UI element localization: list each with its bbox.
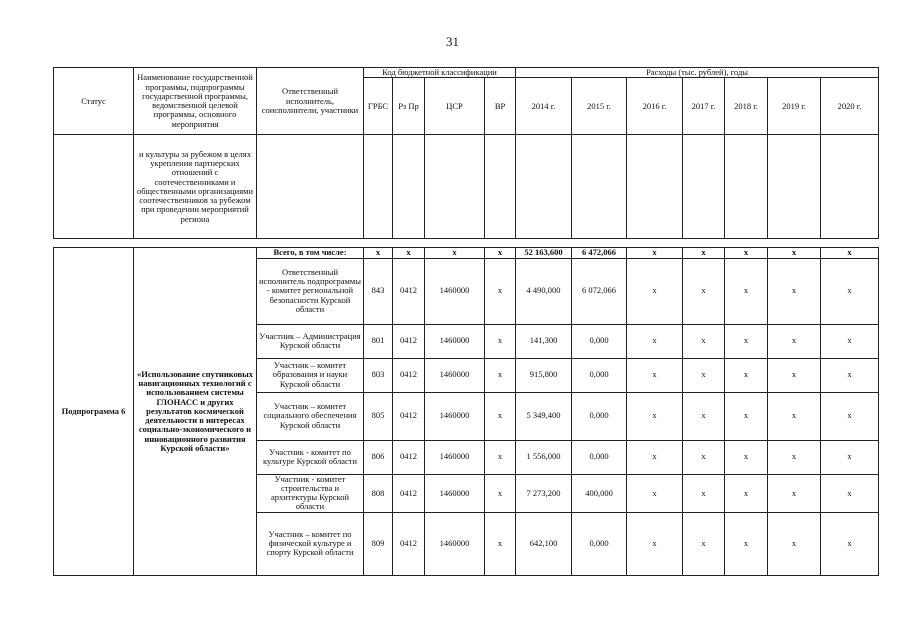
y2015-cell: 0,000 xyxy=(572,392,627,440)
header-status: Статус xyxy=(54,68,134,135)
y2014-cell: 915,800 xyxy=(516,358,572,392)
rzpr-cell: x xyxy=(393,248,425,258)
csr-cell: 1460000 xyxy=(425,512,485,575)
rzpr-cell: 0412 xyxy=(393,358,425,392)
empty-cell xyxy=(572,135,627,239)
header-grbs: ГРБС xyxy=(364,78,393,135)
csr-cell: 1460000 xyxy=(425,440,485,474)
header-executor: Ответственный исполнитель, соисполнители, участники xyxy=(257,68,364,135)
header-budget-code: Код бюджетной классификации xyxy=(364,68,516,78)
empty-cell xyxy=(54,135,134,239)
executor-cell: Участник - комитет по культуре Курской области xyxy=(257,440,364,474)
empty-cell xyxy=(393,135,425,239)
y2018-cell: x xyxy=(725,248,768,258)
y2019-cell: x xyxy=(768,474,821,512)
continuation-text: и культуры за рубежом в целях укрепления партнерских отношений с соотечественниками и общественными организациями соотечественников за рубежом при проведении мероприятий региона xyxy=(134,135,257,239)
y2014-cell: 7 273,200 xyxy=(516,474,572,512)
header-year: 2020 г. xyxy=(821,78,879,135)
y2018-cell: x xyxy=(725,512,768,575)
y2015-cell: 0,000 xyxy=(572,512,627,575)
grbs-cell: 803 xyxy=(364,358,393,392)
empty-cell xyxy=(485,135,516,239)
empty-cell xyxy=(516,135,572,239)
y2014-cell: 642,100 xyxy=(516,512,572,575)
executor-cell: Участник – Администрация Курской области xyxy=(257,324,364,358)
y2018-cell: x xyxy=(725,258,768,324)
y2019-cell: x xyxy=(768,392,821,440)
grbs-cell: 843 xyxy=(364,258,393,324)
y2020-cell: x xyxy=(821,512,879,575)
y2015-cell: 0,000 xyxy=(572,358,627,392)
csr-cell: 1460000 xyxy=(425,258,485,324)
y2016-cell: x xyxy=(627,440,683,474)
header-vr: ВР xyxy=(485,78,516,135)
y2015-cell: 0,000 xyxy=(572,440,627,474)
csr-cell: x xyxy=(425,248,485,258)
csr-cell: 1460000 xyxy=(425,324,485,358)
y2014-cell: 1 556,000 xyxy=(516,440,572,474)
y2015-cell: 400,000 xyxy=(572,474,627,512)
vr-cell: x xyxy=(485,258,516,324)
vr-cell: x xyxy=(485,512,516,575)
header-year: 2015 г. xyxy=(572,78,627,135)
header-year: 2018 г. xyxy=(725,78,768,135)
rzpr-cell: 0412 xyxy=(393,440,425,474)
executor-cell: Участник – комитет социального обеспечения Курской области xyxy=(257,392,364,440)
y2015-cell: 6 072,066 xyxy=(572,258,627,324)
grbs-cell: 805 xyxy=(364,392,393,440)
vr-cell: x xyxy=(485,474,516,512)
y2020-cell: x xyxy=(821,392,879,440)
page-number: 31 xyxy=(446,34,459,49)
y2016-cell: x xyxy=(627,512,683,575)
header-rzpr: Рз Пр xyxy=(393,78,425,135)
executor-cell: Участник - комитет строительства и архитектуры Курской области xyxy=(257,474,364,512)
rzpr-cell: 0412 xyxy=(393,512,425,575)
grbs-cell: x xyxy=(364,248,393,258)
y2019-cell: x xyxy=(768,440,821,474)
y2017-cell: x xyxy=(683,358,725,392)
y2014-cell: 52 163,600 xyxy=(516,248,572,258)
y2016-cell: x xyxy=(627,248,683,258)
y2017-cell: x xyxy=(683,324,725,358)
y2015-cell: 6 472,066 xyxy=(572,248,627,258)
empty-cell xyxy=(257,135,364,239)
y2016-cell: x xyxy=(627,258,683,324)
empty-cell xyxy=(683,135,725,239)
y2018-cell: x xyxy=(725,392,768,440)
empty-cell xyxy=(425,135,485,239)
rzpr-cell: 0412 xyxy=(393,392,425,440)
y2019-cell: x xyxy=(768,324,821,358)
empty-cell xyxy=(768,135,821,239)
y2017-cell: x xyxy=(683,392,725,440)
empty-cell xyxy=(627,135,683,239)
y2014-cell: 4 490,000 xyxy=(516,258,572,324)
y2017-cell: x xyxy=(683,440,725,474)
empty-cell xyxy=(364,135,393,239)
y2014-cell: 5 349,400 xyxy=(516,392,572,440)
subprogram-name: «Использование спутниковых навигационных технологий с использованием системы ГЛОНАСС и других результатов космической деятельности в интересах социально-экономического и инновационного развития Курской области» xyxy=(134,248,257,575)
executor-cell: Участник – комитет по физической культуре и спорту Курской области xyxy=(257,512,364,575)
y2017-cell: x xyxy=(683,248,725,258)
table-row xyxy=(54,248,879,258)
header-expenses: Расходы (тыс. рублей), годы xyxy=(516,68,879,78)
y2019-cell: x xyxy=(768,248,821,258)
y2020-cell: x xyxy=(821,474,879,512)
rzpr-cell: 0412 xyxy=(393,324,425,358)
y2020-cell: x xyxy=(821,358,879,392)
y2020-cell: x xyxy=(821,440,879,474)
y2019-cell: x xyxy=(768,512,821,575)
y2017-cell: x xyxy=(683,512,725,575)
y2016-cell: x xyxy=(627,392,683,440)
y2018-cell: x xyxy=(725,324,768,358)
header-csr: ЦСР xyxy=(425,78,485,135)
y2019-cell: x xyxy=(768,258,821,324)
y2018-cell: x xyxy=(725,440,768,474)
empty-cell xyxy=(725,135,768,239)
executor-cell: Всего, в том числе: xyxy=(257,248,364,258)
y2019-cell: x xyxy=(768,358,821,392)
vr-cell: x xyxy=(485,248,516,258)
header-year: 2019 г. xyxy=(768,78,821,135)
executor-cell: Ответственный исполнитель подпрограммы - комитет региональной безопасности Курской области xyxy=(257,258,364,324)
header-year: 2016 г. xyxy=(627,78,683,135)
y2014-cell: 141,300 xyxy=(516,324,572,358)
y2020-cell: x xyxy=(821,324,879,358)
vr-cell: x xyxy=(485,324,516,358)
grbs-cell: 808 xyxy=(364,474,393,512)
y2020-cell: x xyxy=(821,248,879,258)
csr-cell: 1460000 xyxy=(425,358,485,392)
y2017-cell: x xyxy=(683,258,725,324)
y2016-cell: x xyxy=(627,358,683,392)
subprogram-status: Подпрограмма 6 xyxy=(54,248,134,575)
grbs-cell: 806 xyxy=(364,440,393,474)
empty-cell xyxy=(821,135,879,239)
vr-cell: x xyxy=(485,440,516,474)
csr-cell: 1460000 xyxy=(425,474,485,512)
rzpr-cell: 0412 xyxy=(393,474,425,512)
y2016-cell: x xyxy=(627,474,683,512)
executor-cell: Участник – комитет образования и науки Курской области xyxy=(257,358,364,392)
y2018-cell: x xyxy=(725,358,768,392)
section-separator xyxy=(54,239,879,248)
budget-table xyxy=(53,67,879,576)
vr-cell: x xyxy=(485,358,516,392)
y2016-cell: x xyxy=(627,324,683,358)
grbs-cell: 801 xyxy=(364,324,393,358)
csr-cell: 1460000 xyxy=(425,392,485,440)
grbs-cell: 809 xyxy=(364,512,393,575)
header-name: Наименование государственной программы, подпрограммы государственной программы, ведомственной целевой программы, основного мероприятия xyxy=(134,68,257,135)
header-year: 2014 г. xyxy=(516,78,572,135)
y2015-cell: 0,000 xyxy=(572,324,627,358)
y2020-cell: x xyxy=(821,258,879,324)
y2017-cell: x xyxy=(683,474,725,512)
y2018-cell: x xyxy=(725,474,768,512)
vr-cell: x xyxy=(485,392,516,440)
header-year: 2017 г. xyxy=(683,78,725,135)
rzpr-cell: 0412 xyxy=(393,258,425,324)
